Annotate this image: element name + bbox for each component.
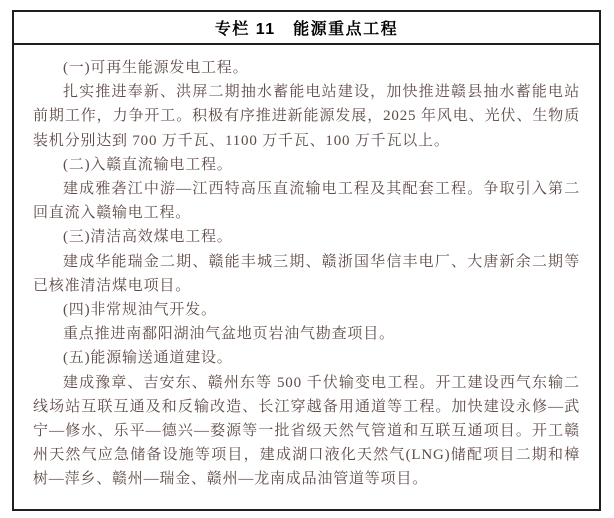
paragraph: 建成雅砻江中游—江西特高压直流输电工程及其配套工程。争取引入第二回直流入赣输电工程。 [33,181,580,222]
section-heading: (二)入赣直流输电工程。 [63,156,233,173]
column-body [14,45,599,492]
section-heading: (四)非常规油气开发。 [63,302,217,319]
column-title: 专栏 11 能源重点工程 [214,21,399,38]
section-heading: (一)可再生能源发电工程。 [63,60,249,76]
paragraph: 扎实推进奉新、洪屏二期抽水蓄能电站建设，加快推进赣县抽水蓄能电站前期工作，力争开工。积极有序推进新能源发展，2025 年风电、光伏、生物质装机分别达到 700 万千瓦、1100 万千瓦、100 万千瓦以上。 [33,84,580,149]
column-title-bar [14,12,599,45]
section-heading: (五)能源输送通道建设。 [63,350,233,367]
paragraph: 建成华能瑞金二期、赣能丰城三期、赣浙国华信丰电厂、大唐新余二期等已核准清洁煤电项目。 [33,253,580,294]
paragraph: 建成豫章、吉安东、赣州东等 500 千伏输变电工程。开工建设西气东输二线场站互联互通及和反输改造、长江穿越备用通道等工程。加快建设永修—武宁—修水、乐平—德兴—婺源等一批省级天然气管道和互联互通项目。开工赣州天然气应急储备设施等项目，建成湖口液化天然气(LNG)储配项目二期和樟树—萍乡、赣州—瑞金、赣州—龙南成品油管道等项目。 [33,374,580,488]
paragraph: 重点推进南鄱阳湖油气盆地页岩油气勘查项目。 [63,326,395,343]
section-heading: (三)清洁高效煤电工程。 [63,229,233,246]
column-box [12,10,601,511]
